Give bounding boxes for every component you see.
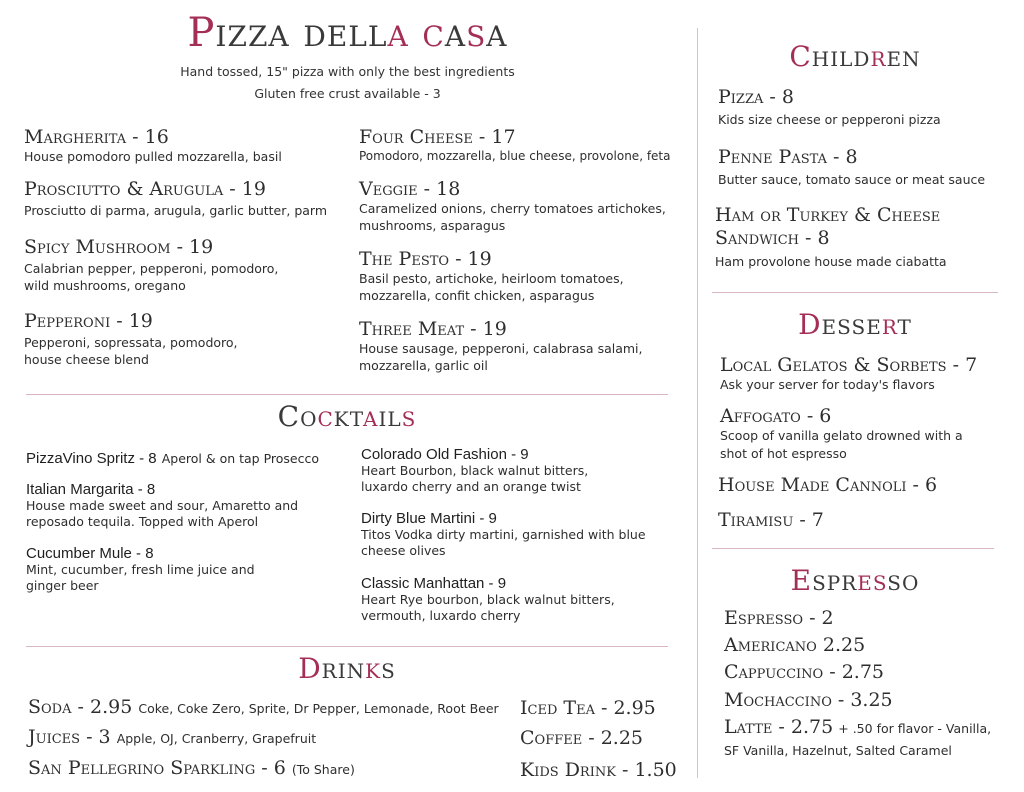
cocktail-desc: Heart Rye bourbon, black walnut bitters, xyxy=(361,592,615,607)
children-name: Ham or Turkey & Cheese xyxy=(715,204,941,226)
pizza-item xyxy=(359,318,643,374)
espresso-name: Latte - 2.75 xyxy=(724,716,834,738)
pizza-name: Spicy Mushroom - 19 xyxy=(24,236,214,258)
espresso-item: Cappuccino - 2.75 xyxy=(724,661,885,683)
pizza-title: Pizza della casa xyxy=(187,10,508,56)
pizza-item xyxy=(24,178,327,219)
cocktail-name: Colorado Old Fashion - 9 xyxy=(361,446,529,463)
pizza-desc: Pepperoni, sopressata, pomodoro, xyxy=(24,335,238,350)
children-name: Sandwich - 8 xyxy=(715,227,830,249)
cocktail-desc: reposado tequila. Topped with Aperol xyxy=(26,514,259,529)
pizza-desc: mushrooms, asparagus xyxy=(359,218,506,233)
dessert-name: Affogato - 6 xyxy=(720,405,832,427)
espresso-heading xyxy=(712,564,998,597)
pizza-name: The Pesto - 19 xyxy=(359,248,492,270)
drink-item xyxy=(28,757,355,779)
heading-text: Dessert xyxy=(798,308,912,341)
pizza-name: Prosciutto & Arugula - 19 xyxy=(24,178,266,200)
cocktail-name: PizzaVino Spritz - 8 xyxy=(26,450,157,467)
cocktail-desc: Aperol & on tap Prosecco xyxy=(161,451,320,466)
drink-item: Iced Tea - 2.95 xyxy=(520,697,656,719)
children-heading xyxy=(712,40,998,73)
cocktail-desc: Mint, cucumber, fresh lime juice and xyxy=(26,562,255,577)
pizza-item xyxy=(24,126,282,165)
drink-item xyxy=(28,696,499,718)
pizza-name: Three Meat - 19 xyxy=(359,318,507,340)
children-name: Penne Pasta - 8 xyxy=(718,146,858,168)
espresso-item: Americano 2.25 xyxy=(724,634,866,656)
drink-item: Coffee - 2.25 xyxy=(520,727,644,749)
children-item xyxy=(715,204,947,271)
pizza-desc: House pomodoro pulled mozzarella, basil xyxy=(24,149,282,164)
pizza-desc: Pomodoro, mozzarella, blue cheese, provolone, feta xyxy=(359,149,671,163)
drink-item xyxy=(28,726,316,748)
cocktail-item xyxy=(26,481,298,530)
pizza-item xyxy=(359,248,624,304)
children-desc: Kids size cheese or pepperoni pizza xyxy=(718,112,941,127)
espresso-desc: SF Vanilla, Hazelnut, Salted Caramel xyxy=(724,743,952,758)
pizza-desc: Prosciutto di parma, arugula, garlic butter, parm xyxy=(24,203,328,218)
dessert-desc: Ask your server for today's flavors xyxy=(720,377,935,392)
drink-desc: Coke, Coke Zero, Sprite, Dr Pepper, Lemonade, Root Beer xyxy=(138,701,499,716)
espresso-item: Espresso - 2 xyxy=(724,607,834,629)
heading-text: Drinks xyxy=(298,652,396,685)
cocktail-item xyxy=(361,510,646,559)
cocktail-name: Cucumber Mule - 8 xyxy=(26,545,154,562)
espresso-item: Mochaccino - 3.25 xyxy=(724,689,893,711)
pizza-name: Four Cheese - 17 xyxy=(359,126,516,148)
cocktail-desc: vermouth, luxardo cherry xyxy=(361,608,521,623)
cocktail-desc: ginger beer xyxy=(26,578,99,593)
heading-text: Children xyxy=(789,40,921,73)
vertical-divider xyxy=(697,28,698,778)
cocktail-desc: luxardo cherry and an orange twist xyxy=(361,479,581,494)
pizza-desc: House sausage, pepperoni, calabrasa salami, xyxy=(359,341,643,356)
pizza-item xyxy=(24,310,238,368)
cocktail-item xyxy=(26,545,255,594)
espresso-divider xyxy=(712,548,994,549)
pizza-desc: Calabrian pepper, pepperoni, pomodoro, xyxy=(24,261,279,276)
pizza-desc: Caramelized onions, cherry tomatoes artichokes, xyxy=(359,201,666,216)
heading-text: Espresso xyxy=(790,564,920,597)
drink-name: Juices - 3 xyxy=(28,726,111,748)
cocktail-name: Classic Manhattan - 9 xyxy=(361,575,507,592)
cocktail-name: Dirty Blue Martini - 9 xyxy=(361,510,497,527)
pizza-desc: mozzarella, confit chicken, asparagus xyxy=(359,288,595,303)
pizza-desc: Basil pesto, artichoke, heirloom tomatoes, xyxy=(359,271,624,286)
drink-name: Soda - 2.95 xyxy=(28,696,133,718)
espresso-item xyxy=(724,716,991,760)
cocktail-item xyxy=(361,575,615,624)
pizza-name: Margherita - 16 xyxy=(24,126,169,148)
drink-item: Kids Drink - 1.50 xyxy=(520,759,677,781)
children-desc: Ham provolone house made ciabatta xyxy=(715,254,947,269)
children-item xyxy=(718,146,985,189)
dessert-desc: Scoop of vanilla gelato drowned with a xyxy=(720,428,963,443)
children-name: Pizza - 8 xyxy=(718,86,794,108)
cocktail-desc: House made sweet and sour, Amaretto and xyxy=(26,498,299,513)
dessert-item xyxy=(720,405,963,463)
dessert-heading xyxy=(712,308,998,341)
cocktails-heading xyxy=(26,400,668,433)
drinks-divider xyxy=(26,646,668,647)
cocktail-desc: Titos Vodka dirty martini, garnished with blue xyxy=(361,527,646,542)
cocktail-desc: Heart Bourbon, black walnut bitters, xyxy=(361,463,589,478)
pizza-subtitle: Hand tossed, 15" pizza with only the best ingredients xyxy=(180,64,515,79)
pizza-item xyxy=(359,126,670,165)
dessert-divider xyxy=(712,292,998,293)
espresso-desc: + .50 for flavor - Vanilla, xyxy=(838,721,992,736)
dessert-name: Local Gelatos & Sorbets - 7 xyxy=(720,354,978,376)
children-desc: Butter sauce, tomato sauce or meat sauce xyxy=(718,172,986,187)
drink-desc: (To Share) xyxy=(291,762,355,777)
cocktail-item xyxy=(361,446,588,495)
pizza-desc: mozzarella, garlic oil xyxy=(359,358,488,373)
cocktail-item xyxy=(26,448,319,467)
drinks-heading xyxy=(26,652,668,685)
dessert-item xyxy=(720,354,977,394)
drink-desc: Apple, OJ, Cranberry, Grapefruit xyxy=(116,731,317,746)
dessert-item: House Made Cannoli - 6 xyxy=(718,474,938,496)
pizza-item xyxy=(24,236,278,294)
dessert-item: Tiramisu - 7 xyxy=(718,509,824,531)
children-item xyxy=(718,86,941,129)
heading-text: Cocktails xyxy=(277,400,417,433)
drink-name: San Pellegrino Sparkling - 6 xyxy=(28,757,286,779)
pizza-desc: house cheese blend xyxy=(24,352,149,367)
dessert-desc: shot of hot espresso xyxy=(720,446,847,461)
pizza-desc: wild mushrooms, oregano xyxy=(24,278,186,293)
pizza-name: Veggie - 18 xyxy=(359,178,461,200)
cocktail-name: Italian Margarita - 8 xyxy=(26,481,156,498)
pizza-name: Pepperoni - 19 xyxy=(24,310,153,332)
pizza-item xyxy=(359,178,666,234)
cocktails-divider xyxy=(26,394,668,395)
cocktail-desc: cheese olives xyxy=(361,543,446,558)
gluten-free-note: Gluten free crust available - 3 xyxy=(254,86,441,101)
